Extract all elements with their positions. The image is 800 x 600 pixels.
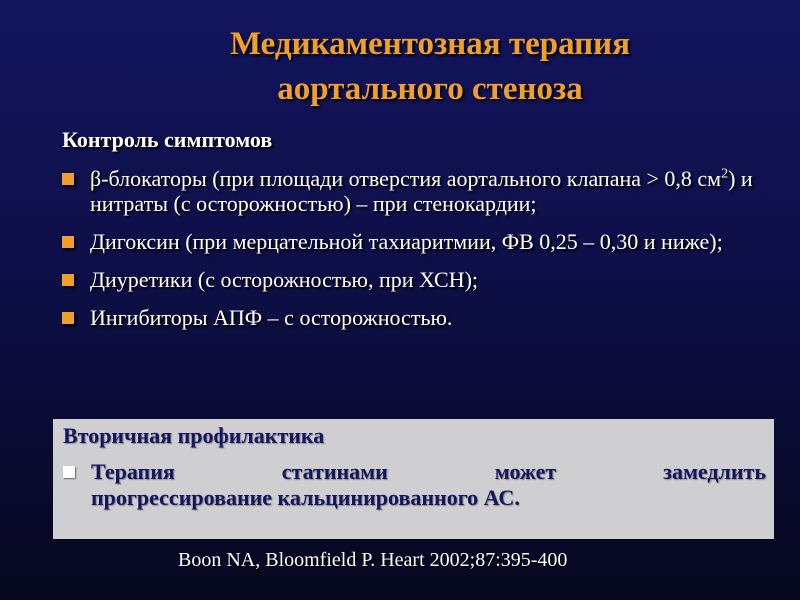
list-item bbox=[62, 267, 762, 292]
square-bullet-icon bbox=[62, 173, 74, 185]
symptom-control-list bbox=[62, 166, 762, 343]
square-bullet-icon bbox=[63, 466, 75, 478]
list-item bbox=[62, 166, 762, 216]
secondary-prevention-box bbox=[53, 419, 774, 539]
secondary-prevention-text-line-1: Терапия статинами может замедлить bbox=[91, 459, 766, 484]
slide-title-line-1: Медикаментозная терапия bbox=[229, 26, 631, 62]
citation: Boon NA, Bloomfield P. Heart 2002;87:395-400 bbox=[178, 549, 568, 571]
symptom-control-heading: Контроль симптомов bbox=[62, 127, 273, 152]
list-item-text: Ингибиторы АПФ – с осторожностью. bbox=[90, 305, 453, 330]
square-bullet-icon bbox=[62, 274, 74, 286]
slide-title bbox=[150, 22, 710, 112]
secondary-prevention-heading: Вторичная профилактика bbox=[63, 423, 325, 448]
list-item bbox=[62, 305, 762, 330]
superscript: 2 bbox=[721, 166, 729, 182]
list-item-text-pre: β-блокаторы (при площади отверстия аортального клапана > 0,8 см bbox=[90, 166, 722, 191]
list-item bbox=[63, 459, 766, 511]
list-item bbox=[62, 229, 762, 254]
secondary-prevention-text-line-2: прогрессирование кальцинированного АС. bbox=[91, 485, 520, 510]
slide-title-line-2: аортального стеноза bbox=[277, 71, 583, 107]
list-item-text: Дигоксин (при мерцательной тахиаритмии, ФВ 0,25 – 0,30 и ниже); bbox=[90, 229, 723, 254]
list-item-text: Диуретики (с осторожностью, при ХСН); bbox=[90, 267, 479, 292]
list-item-text-post: ) и нитраты (с осторожностью) – при стенокардии; bbox=[90, 166, 753, 216]
square-bullet-icon bbox=[62, 236, 74, 248]
square-bullet-icon bbox=[62, 312, 74, 324]
